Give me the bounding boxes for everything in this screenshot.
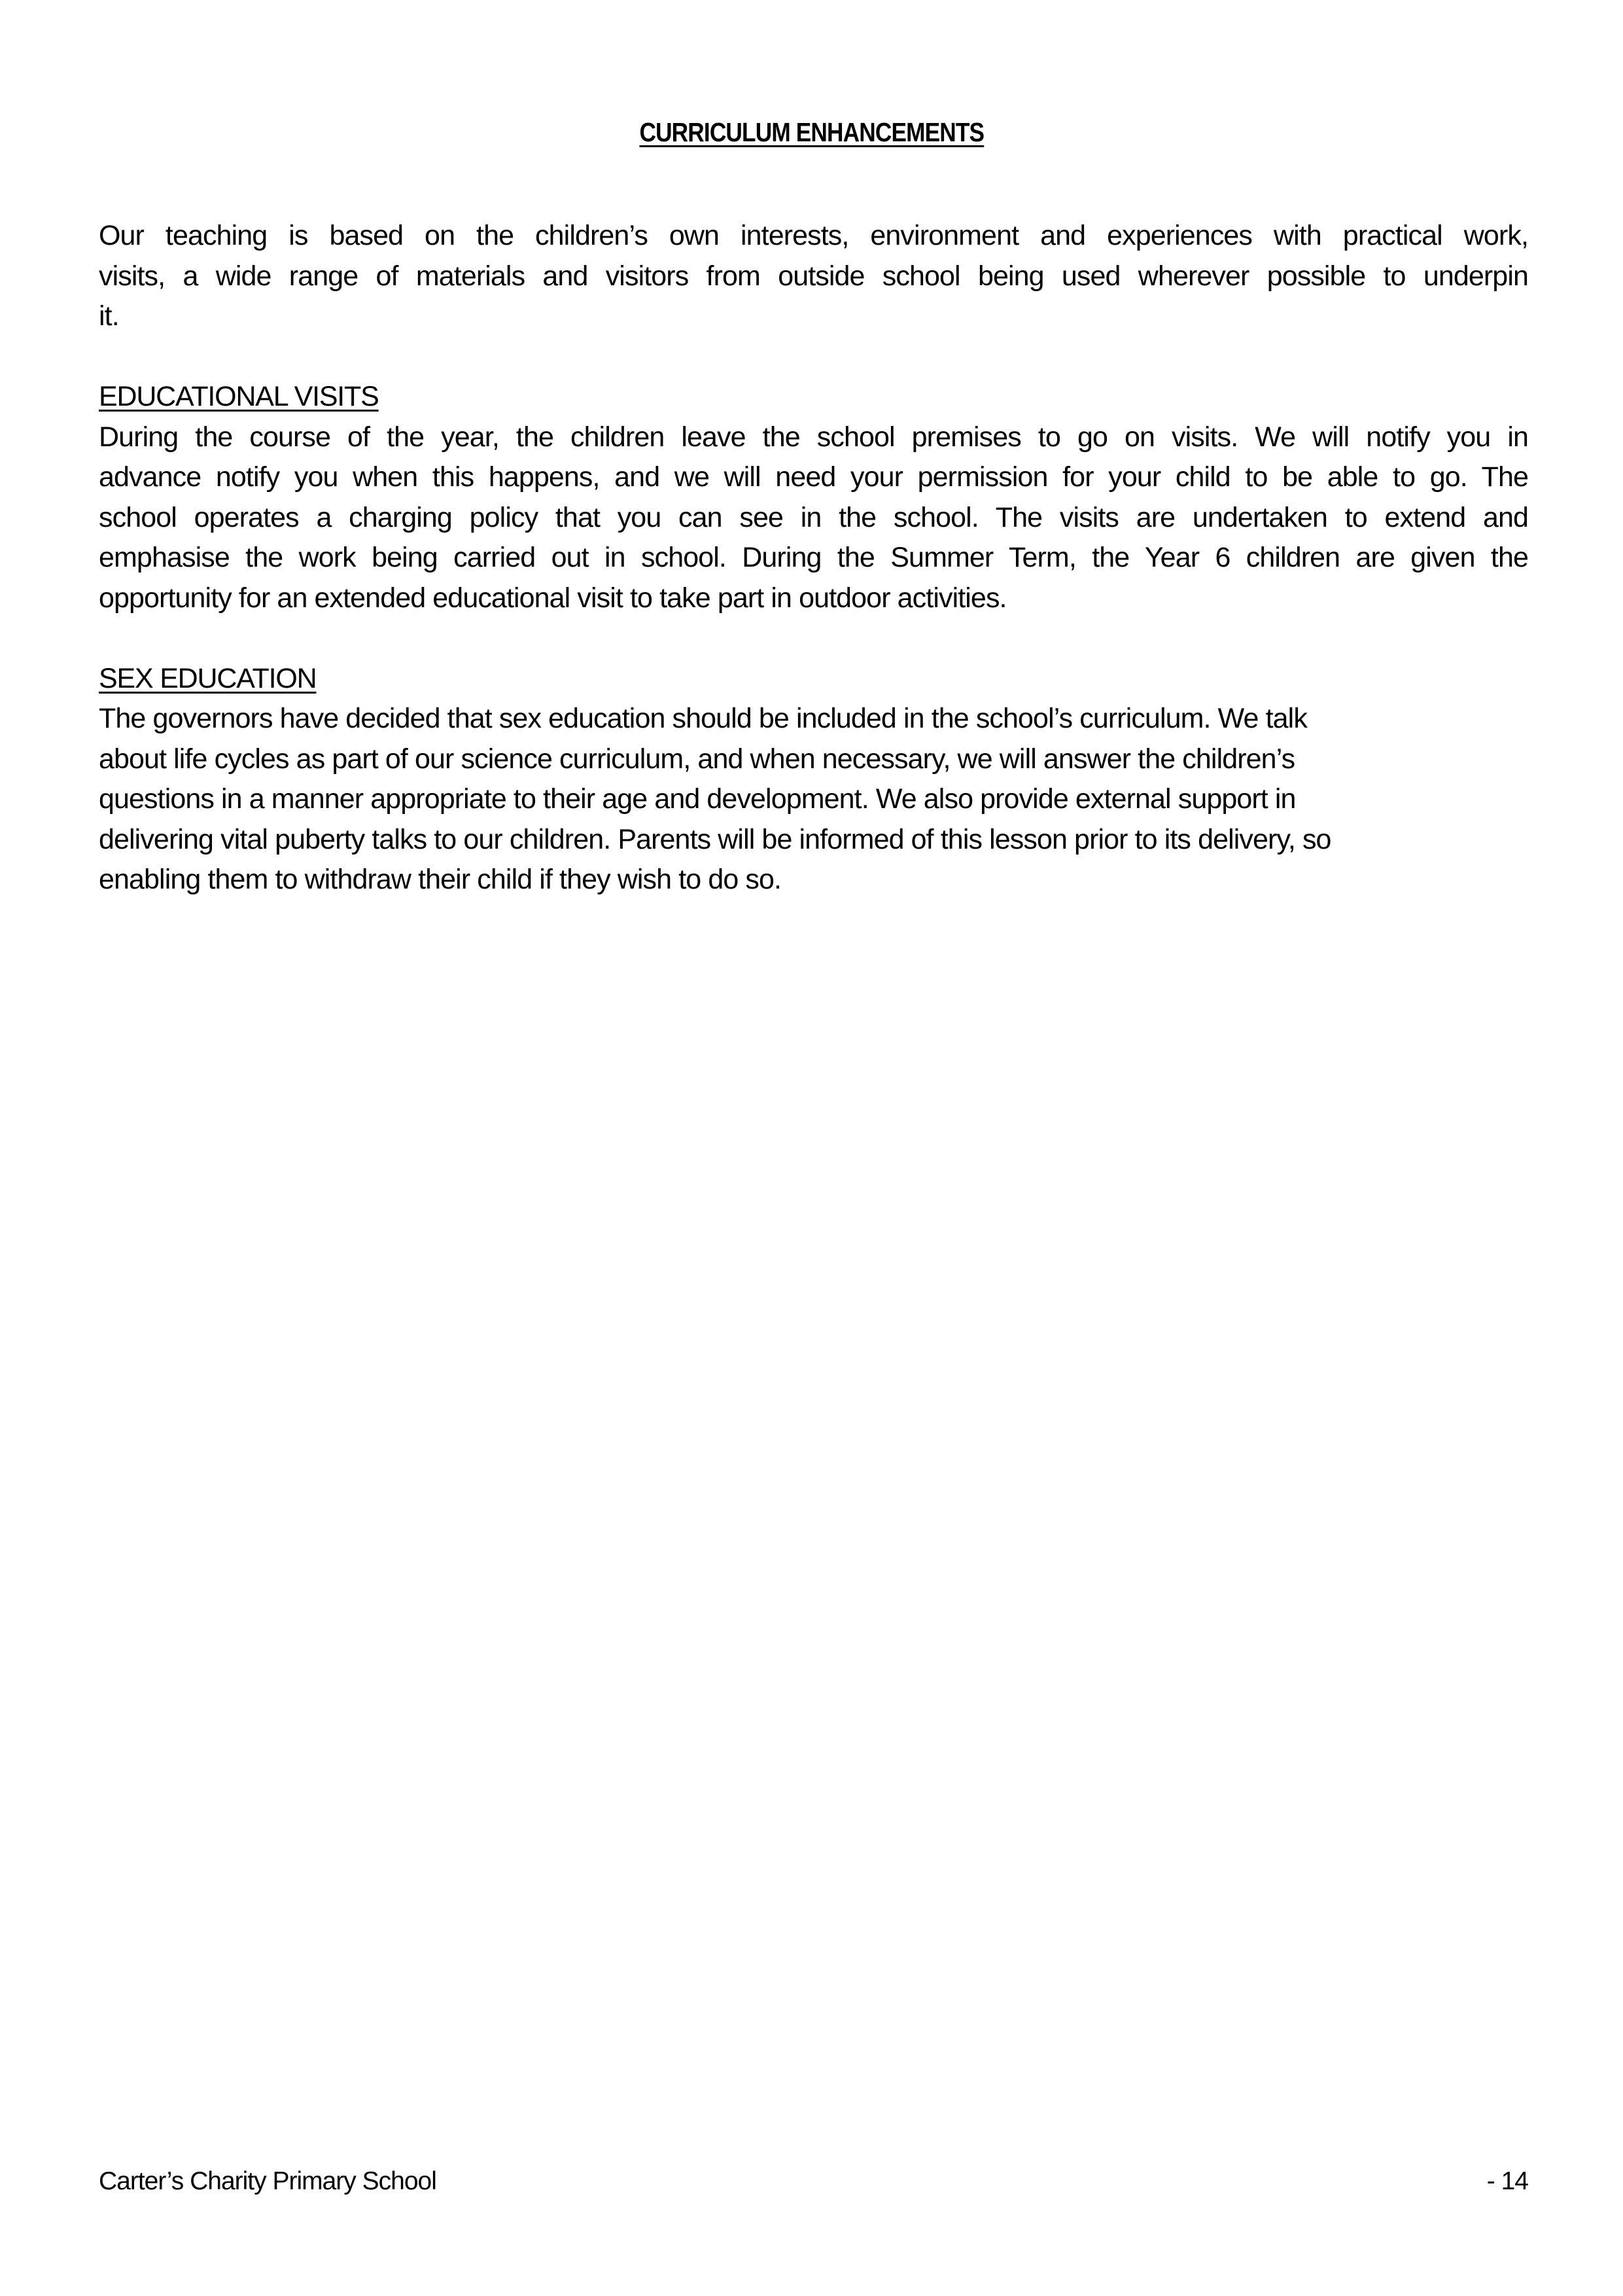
paragraph-line: The governors have decided that sex education should be included in the school’s curriculum. We talk — [99, 703, 1307, 734]
paragraph-line: questions in a manner appropriate to their age and development. We also provide external support in — [99, 783, 1296, 815]
paragraph-line: school operates a charging policy that you can see in the school. The visits are undertaken to extend and — [99, 501, 1528, 533]
paragraph-line: advance notify you when this happens, and we will need your permission for your child to be able to go. The — [99, 461, 1528, 493]
document-body — [99, 216, 1528, 900]
page-footer — [99, 2167, 1528, 2196]
paragraph-line: it. — [99, 300, 119, 332]
paragraph-line: delivering vital puberty talks to our children. Parents will be informed of this lesson prior to its delivery, so — [99, 823, 1331, 855]
footer-school-name: Carter’s Charity Primary School — [99, 2167, 436, 2195]
intro-paragraph — [99, 216, 1528, 337]
paragraph-line: Our teaching is based on the children’s own interests, environment and experiences with practical work, — [99, 220, 1528, 251]
page-number: - 14 — [1486, 2167, 1528, 2195]
section-heading: EDUCATIONAL VISITS — [99, 381, 379, 412]
section-paragraph — [99, 699, 1528, 900]
paragraph-line: visits, a wide range of materials and visitors from outside school being used wherever possible to underpin — [99, 260, 1528, 292]
paragraph-line: During the course of the year, the children leave the school premises to go on visits. We will notify you in — [99, 421, 1528, 453]
section-paragraph — [99, 417, 1528, 619]
paragraph-line: opportunity for an extended educational visit to take part in outdoor activities. — [99, 582, 1007, 614]
paragraph-line: enabling them to withdraw their child if they wish to do so. — [99, 864, 782, 895]
section-heading: SEX EDUCATION — [99, 662, 317, 694]
paragraph-line: about life cycles as part of our science curriculum, and when necessary, we will answer the children’s — [99, 743, 1295, 775]
paragraph-line: emphasise the work being carried out in school. During the Summer Term, the Year 6 children are given the — [99, 542, 1528, 573]
section-sex-education — [99, 659, 1528, 900]
page-title: CURRICULUM ENHANCEMENTS — [639, 117, 985, 148]
section-educational-visits — [99, 377, 1528, 618]
